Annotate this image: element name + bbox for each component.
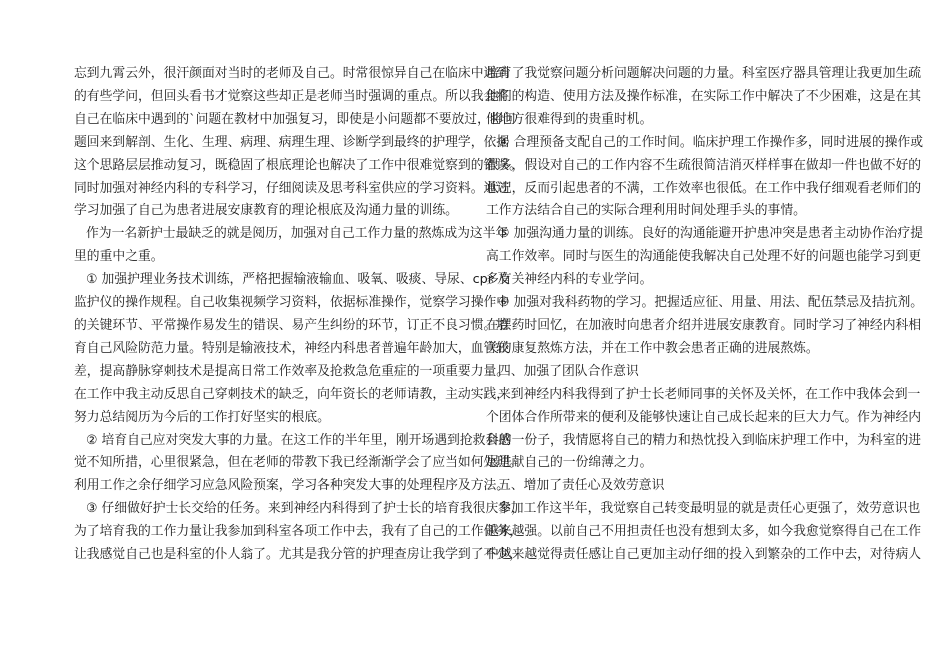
text-line: 科的一份子，我情愿将自己的精力和热忱投入到临床护理工作中，为科室的进: [486, 432, 922, 448]
text-line: 同时加强对神经内科的专科学习，仔细阅读及思考科室供应的学习资料。通过: [74, 180, 510, 196]
text-line: 他们的构造、使用方法及操作标准，在实际工作中解决了不少困难，这是在其: [486, 88, 922, 104]
text-line: 他地方很难得到的贵重时机。: [486, 111, 653, 127]
text-line: 觉不知所措，心里很紧急，但在老师的带教下我已经渐渐学会了应当如何处理。: [74, 455, 522, 471]
text-line: 展进献自己的一份绵薄之力。: [486, 455, 653, 471]
text-line: 利用工作之余仔细学习应急风险预案，学习各种突发大事的处理程序及方法。: [74, 478, 510, 494]
text-line: 育自己风险防范力量。特别是输液技术，神经内科患者普遍年龄加大，血管较: [74, 340, 510, 356]
text-line: ③ 仔细做好护士长交给的任务。来到神经内科得到了护士长的培育我很庆幸，: [86, 501, 524, 517]
text-line: ⑤ 加强沟通力量的训练。良好的沟通能避开护患冲突是患者主动协作治疗提: [498, 226, 924, 242]
text-line: 高工作效率。同时与医生的沟通能使我解决自己处理不好的问题也能学习到更: [486, 249, 922, 265]
text-line: 很多，假设对自己的工作内容不生疏很简洁消灭样样事在做却一件也做不好的: [486, 157, 922, 173]
text-line: ① 加强护理业务技术训练，严格把握输液输血、吸氧、吸痰、导尿、cpr 及: [86, 272, 510, 288]
text-line: 监护仪的操作规程。自己收集视频学习资料，依据标准操作，觉察学习操作中: [74, 295, 510, 311]
text-line: 学习加强了自己为患者进展安康教育的理论根底及沟通力量的训练。: [74, 203, 458, 219]
text-line: 这个思路层层推动复习，既稳固了根底理论也解决了工作中很难觉察到的错误。: [74, 157, 522, 173]
text-line: 状况，反而引起患者的不满，工作效率也很低。在工作中我仔细观看老师们的: [486, 180, 922, 196]
text-line: 工作方法结合自己的实际合理利用时间处理手头的事情。: [486, 203, 806, 219]
text-line: 里的重中之重。: [74, 249, 164, 265]
text-line: 多有关神经内科的专业学问。: [486, 272, 653, 288]
right-text-column: [486, 63, 924, 567]
text-line: 中越来越觉得责任感让自己更加主动仔细的投入到繁杂的工作中去，对待病人: [486, 547, 922, 563]
text-line: 个团体合作所带来的便利及能够快速让自己成长起来的巨大力气。作为神经内: [486, 409, 922, 425]
text-line: 差，提高静脉穿刺技术是提高日常工作效率及抢救急危重症的一项重要力量。: [74, 363, 510, 379]
text-line: 为了培育我的工作力量让我参加到科室各项工作中去，我有了自己的工作任务，: [74, 524, 522, 540]
left-text-column: [74, 63, 524, 567]
text-line: 培育了我觉察问题分析问题解决问题的力量。科室医疗器具管理让我更加生疏: [486, 66, 922, 81]
text-line: 作为一名新护士最缺乏的就是阅历，加强对自己工作力量的熬炼成为这半年: [86, 226, 509, 242]
text-line: 努力总结阅历为今后的工作打好坚实的根底。: [74, 409, 330, 425]
text-line: 来到神经内科我得到了护士长老师同事的关怀及关怀，在工作中我体会到一: [498, 386, 921, 402]
text-line: 关的康复熬炼方法，并在工作中教会患者正确的进展熬炼。: [486, 340, 819, 356]
text-line: ④ 合理预备支配自己的工作时间。临床护理工作操作多，同时进展的操作或: [498, 134, 924, 150]
text-line: 让我感觉自己也是科室的仆人翁了。尤其是我分管的护理查房让我学到了不少，: [74, 547, 522, 563]
text-line: 在工作中我主动反思自己穿刺技术的缺乏，向年资长的老师请教，主动实践，: [74, 386, 510, 402]
text-line: 越来越强。以前自己不用担责任也没有想到太多，如今我愈觉察得自己在工作: [486, 524, 922, 540]
text-line: 的有些学问，但回头看书才觉察这些却正是老师当时强调的重点。所以我会将: [74, 88, 510, 104]
text-line: 五、增加了责任心及效劳意识: [498, 478, 665, 494]
text-line: 题回来到解剖、生化、生理、病理、病理生理、诊断学到最终的护理学，依据: [74, 134, 510, 150]
text-line: 四、加强了团队合作意识: [498, 363, 639, 379]
text-line: ② 培育自己应对突发大事的力量。在这工作的半年里，刚开场遇到抢救会感: [86, 432, 512, 448]
text-line: 在摆药时回忆，在加液时向患者介绍并进展安康教育。同时学习了神经内科相: [486, 317, 922, 333]
text-line: 参加工作这半年，我觉察自己转变最明显的就是责任心更强了，效劳意识也: [498, 501, 921, 517]
text-line: 的关键环节、平常操作易发生的错误、易产生纠纷的环节，订正不良习惯。培: [74, 317, 510, 333]
text-line: ⑥ 加强对我科药物的学习。把握适应征、用量、用法、配伍禁忌及拮抗剂。: [498, 295, 924, 311]
text-line: 自己在临床中遇到的`问题在教材中加强复习，即使是小问题都不要放过，将问: [74, 111, 516, 127]
text-line: 忘到九霄云外，很汗颜面对当时的老师及自己。时常很惊异自己在临床中遇到: [74, 66, 510, 81]
